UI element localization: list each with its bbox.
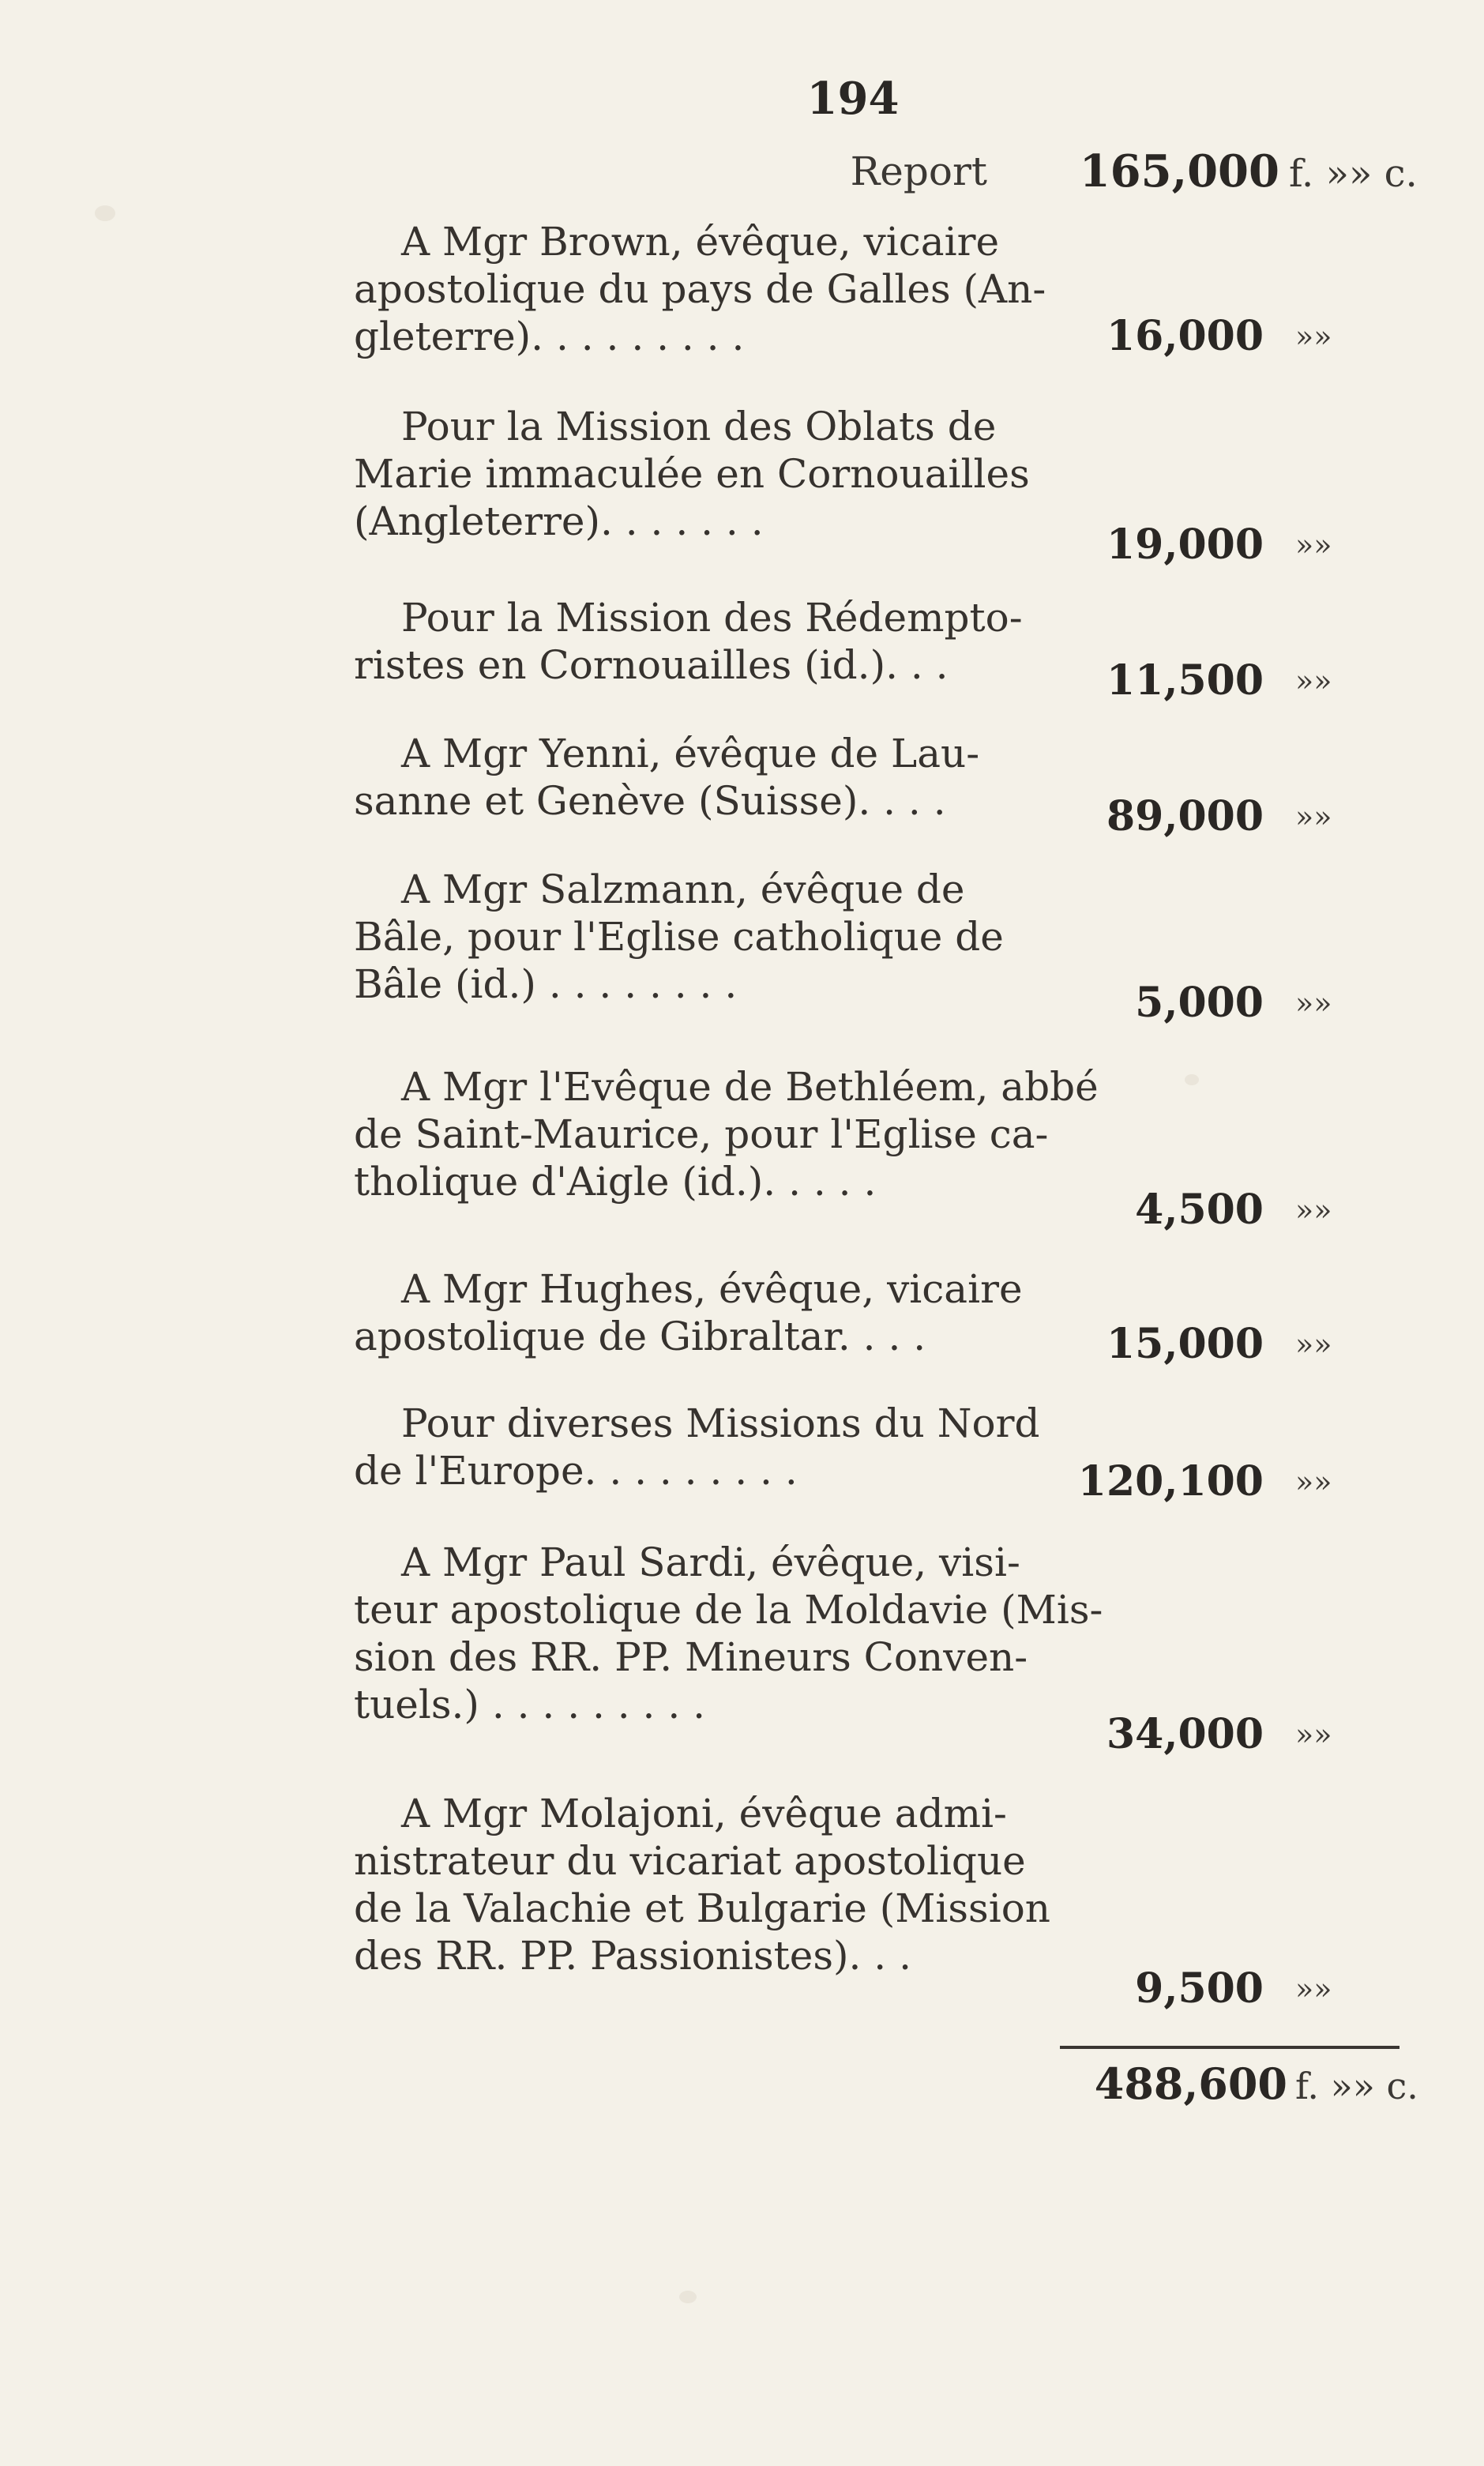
entry-line: Pour la Mission des Rédempto- — [401, 595, 1023, 641]
entry-description — [354, 1790, 1051, 1979]
report-unit: f. »» c. — [1289, 152, 1418, 196]
paper-spot — [1185, 1074, 1199, 1085]
total-rule — [1060, 2046, 1399, 2049]
entry-line: apostolique du pays de Galles (An- — [354, 266, 1046, 312]
entry-line: A Mgr Salzmann, évêque de — [401, 866, 965, 912]
entry-line: gleterre). . . . . . . . . — [354, 314, 745, 359]
entry-amount: 5,000 — [1135, 979, 1264, 1027]
entry-line: A Mgr Paul Sardi, évêque, visi- — [401, 1539, 1020, 1585]
entry-line: des RR. PP. Passionistes). . . — [354, 1933, 911, 1979]
entry-line: Bâle, pour l'Eglise catholique de — [354, 914, 1004, 960]
entry-amount: 16,000 — [1106, 312, 1264, 360]
entry-line: de l'Europe. . . . . . . . . — [354, 1448, 798, 1494]
entry-line: A Mgr Brown, évêque, vicaire — [401, 219, 1000, 265]
entry-amount: 4,500 — [1135, 1186, 1264, 1234]
entry-description — [354, 1539, 1103, 1728]
entry-line: A Mgr Yenni, évêque de Lau- — [401, 731, 980, 776]
total-unit: f. »» c. — [1295, 2065, 1418, 2107]
entry-line: tuels.) . . . . . . . . . — [354, 1682, 706, 1727]
report-label: Report — [850, 148, 987, 194]
entry-description — [354, 866, 1009, 1008]
entry-line: tholique d'Aigle (id.). . . . . — [354, 1159, 877, 1205]
entry-description — [354, 594, 1023, 689]
entry-unit: »» — [1295, 986, 1332, 1021]
paper-spot — [95, 205, 115, 221]
entry-unit: »» — [1295, 1972, 1332, 2006]
entry-amount: 11,500 — [1106, 656, 1264, 705]
entry-unit: »» — [1295, 663, 1332, 698]
entry-description — [354, 1063, 1099, 1205]
entry-line: nistrateur du vicariat apostolique — [354, 1838, 1026, 1884]
entry-amount: 120,100 — [1077, 1457, 1264, 1506]
entry-description — [354, 403, 1030, 545]
entry-line: A Mgr Molajoni, évêque admi- — [401, 1791, 1007, 1836]
entry-line: ristes en Cornouailles (id.). . . — [354, 642, 949, 688]
entry-line: apostolique de Gibraltar. . . . — [354, 1314, 926, 1359]
entry-unit: »» — [1295, 1327, 1332, 1362]
entry-line: Marie immaculée en Cornouailles — [354, 451, 1030, 497]
entry-line: Bâle (id.) . . . . . . . . — [354, 961, 738, 1007]
entry-line: A Mgr Hughes, évêque, vicaire — [401, 1266, 1023, 1312]
entry-unit: »» — [1295, 528, 1332, 562]
entry-amount: 9,500 — [1135, 1964, 1264, 2013]
entry-line: teur apostolique de la Moldavie (Mis- — [354, 1587, 1103, 1633]
entry-unit: »» — [1295, 1193, 1332, 1227]
entry-amount: 19,000 — [1106, 521, 1264, 569]
entry-amount: 89,000 — [1106, 792, 1264, 840]
entry-line: Pour la Mission des Oblats de — [401, 404, 997, 449]
entry-amount: 34,000 — [1106, 1710, 1264, 1758]
report-amount: 165,000 — [1079, 145, 1279, 197]
total-amount: 488,600 — [1094, 2058, 1287, 2109]
entry-unit: »» — [1295, 319, 1332, 354]
paper-spot — [679, 2291, 697, 2303]
entry-line: de la Valachie et Bulgarie (Mission — [354, 1885, 1051, 1931]
entry-line: sanne et Genève (Suisse). . . . — [354, 778, 946, 824]
entry-description — [354, 1400, 1040, 1494]
page-number: 194 — [806, 73, 900, 125]
entry-line: de Saint-Maurice, pour l'Eglise ca- — [354, 1111, 1049, 1157]
entry-line: A Mgr l'Evêque de Bethléem, abbé — [401, 1064, 1099, 1110]
entry-description — [354, 1265, 1023, 1360]
entry-amount: 15,000 — [1106, 1320, 1264, 1368]
entry-description — [354, 730, 1009, 825]
entry-unit: »» — [1295, 799, 1332, 834]
entry-description — [354, 218, 1046, 360]
entry-line: (Angleterre). . . . . . . — [354, 498, 764, 544]
entry-unit: »» — [1295, 1717, 1332, 1752]
entry-unit: »» — [1295, 1464, 1332, 1499]
entry-line: Pour diverses Missions du Nord — [401, 1400, 1040, 1446]
entry-line: sion des RR. PP. Mineurs Conven- — [354, 1634, 1028, 1680]
